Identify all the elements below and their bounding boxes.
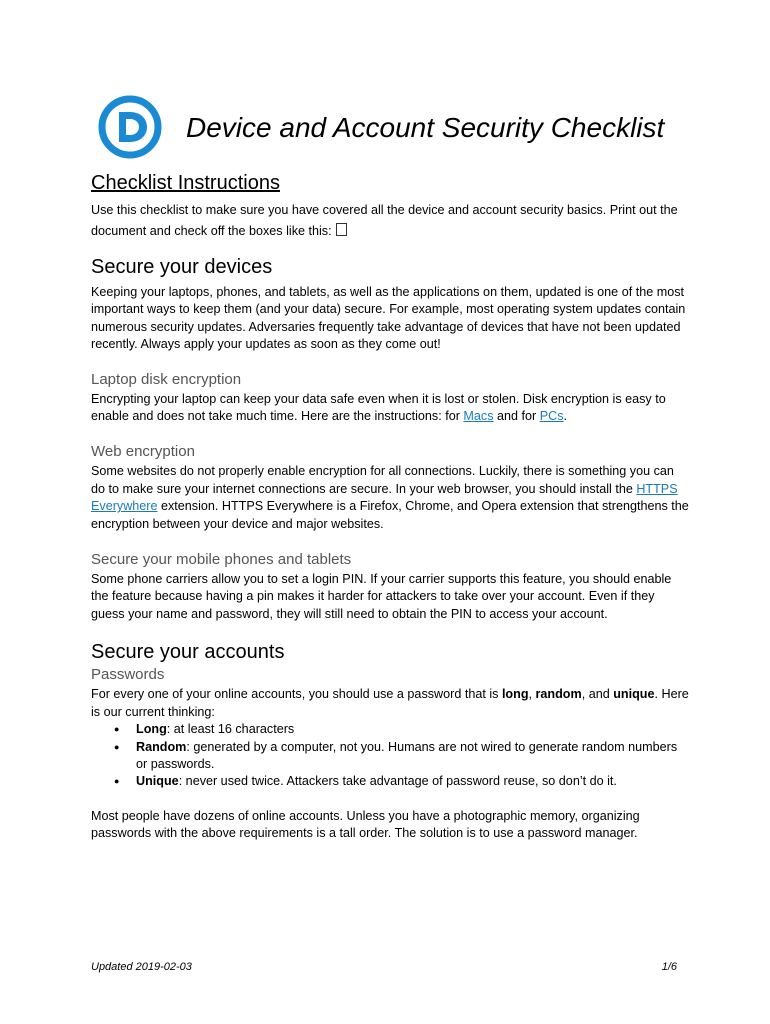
web-encryption-heading: Web encryption <box>91 443 195 461</box>
checklist-instructions-heading: Checklist Instructions <box>91 172 280 194</box>
secure-devices-text: Keeping your laptops, phones, and tablets, as well as the applications on them, updated is one of the most important ways to keep them (and your data) secure. For example, most operating system updates contain numerous security updates. Adversaries frequently take advantage of devices that have not been updated recently. Always apply your updates as soon as they come out! <box>91 285 686 352</box>
list-item: ● Unique: never used twice. Attackers take advantage of password reuse, so don’t do it. <box>136 773 691 790</box>
checklist-instructions-text: Use this checklist to make sure you have covered all the device and account security basics. Print out the document and check off the boxes like this: <box>91 203 678 238</box>
document-body <box>91 170 691 843</box>
mobile-security-heading: Secure your mobile phones and tablets <box>91 551 352 569</box>
web-encryption-text: Some websites do not properly enable encryption for all connections. Luckily, there is something you can do to make sure your internet connections are secure. In your web browser, you should install the HTTPS Everywhere extension. HTTPS Everywhere is a Firefox, Chrome, and Opera extension that strengthens the encryption between your device and major websites. <box>91 464 689 531</box>
laptop-encryption-heading: Laptop disk encryption <box>91 370 242 388</box>
list-item: ● Long: at least 16 characters <box>136 721 691 738</box>
secure-accounts-heading: Secure your accounts <box>91 641 285 664</box>
secure-devices-heading: Secure your devices <box>91 256 273 278</box>
passwords-heading: Passwords <box>91 666 165 684</box>
password-manager-text: Most people have dozens of online accounts. Unless you have a photographic memory, organizing passwords with the above requirements is a tall order. The solution is to use a password manager. <box>91 808 640 841</box>
list-item: ● Random: generated by a computer, not you. Humans are not wired to generate random numbers or passwords. <box>136 739 691 774</box>
checkbox-sample-icon <box>336 223 347 236</box>
document-title: Device and Account Security Checklist <box>186 112 665 143</box>
democrats-logo-icon <box>98 95 162 159</box>
passwords-intro-text: For every one of your online accounts, you should use a password that is long, random, and unique. Here is our current thinking: <box>91 687 689 719</box>
macs-link[interactable]: Macs <box>463 409 494 424</box>
footer-page-number: 1/6 <box>661 961 677 973</box>
pcs-link[interactable]: PCs <box>539 409 564 424</box>
laptop-encryption-text: Encrypting your laptop can keep your data safe even when it is lost or stolen. Disk encryption is easy to enable and does not take much time. Here are the instructions: for Macs and for PCs. <box>91 391 666 424</box>
password-rules-list <box>91 721 691 791</box>
https-everywhere-link[interactable]: HTTPS Everywhere <box>91 481 678 514</box>
mobile-security-text: Some phone carriers allow you to set a login PIN. If your carrier supports this feature, you should enable the feature because having a pin makes it harder for attackers to take over your account. Even if they guess your name and password, they will still need to obtain the PIN to access your account. <box>91 572 672 621</box>
footer-updated-date: Updated 2019-02-03 <box>91 961 192 973</box>
